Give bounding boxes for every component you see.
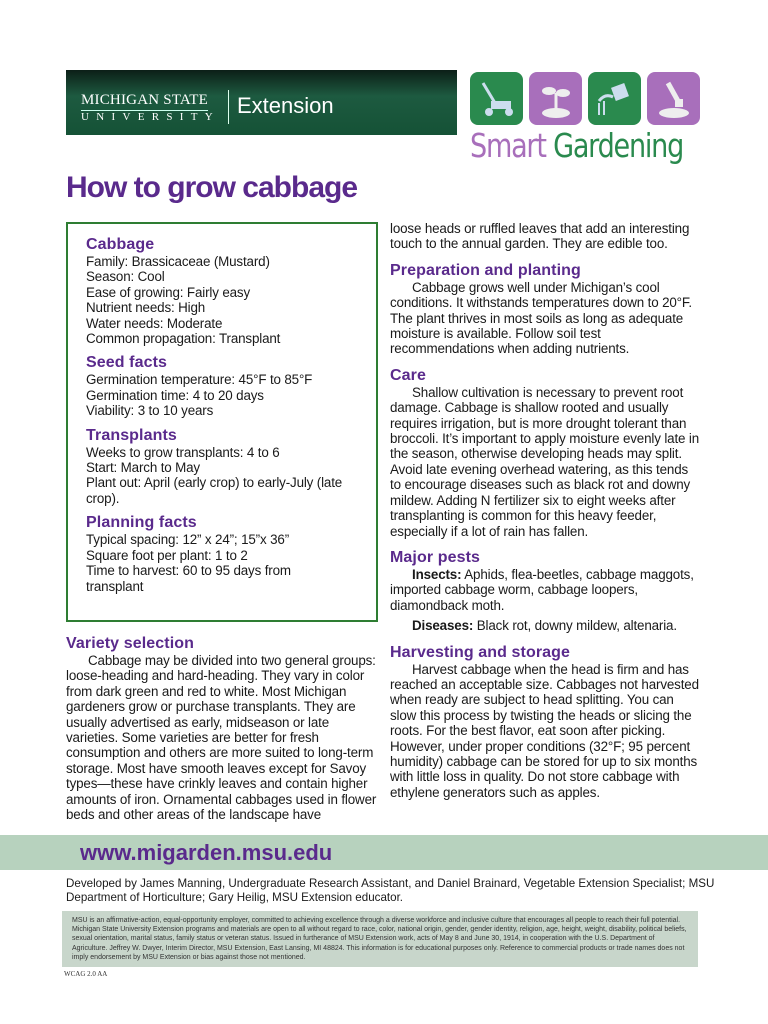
extension-label: Extension bbox=[237, 93, 334, 118]
fact-line: Start: March to May bbox=[86, 460, 200, 476]
seedling-icon bbox=[529, 72, 582, 125]
divider bbox=[228, 90, 229, 124]
fact-line: Viability: 3 to 10 years bbox=[86, 403, 214, 419]
fact-box bbox=[66, 222, 378, 622]
variety-text: Cabbage may be divided into two general groups: loose-heading and hard-heading. They vary in color from dark green and red to white. Most Michigan gardeners grow or purchase transplants. They are usually advertised as early, midseason or late varieties. Some varieties are better for fresh consumption and others are more suited to long-term storage. Most have smooth leaves except for Savoy types—these have crinkly leaves and contain higher amounts of iron. Ornamental cabbages used in flower beds and other areas of the landscape have bbox=[66, 653, 377, 823]
website-link[interactable]: www.migarden.msu.edu bbox=[80, 840, 333, 865]
fact-line: Plant out: April (early crop) to early-July (late crop). bbox=[86, 475, 343, 506]
msu-wordmark-line1: MICHIGAN STATE bbox=[81, 92, 208, 111]
smart-gardening-logo bbox=[470, 72, 702, 170]
msu-wordmark-line2: UNIVERSITY bbox=[81, 111, 220, 123]
fact-line: Typical spacing: 12” x 24”; 15”x 36” bbox=[86, 532, 289, 548]
seed-facts-heading: Seed facts bbox=[86, 354, 168, 372]
variety-section bbox=[66, 635, 380, 822]
fact-line: Nutrient needs: High bbox=[86, 300, 206, 316]
fact-line: Family: Brassicaceae (Mustard) bbox=[86, 254, 270, 269]
msu-extension-banner bbox=[66, 70, 457, 135]
continued-text: loose heads or ruffled leaves that add an interesting touch to the annual garden. They are edible too. bbox=[390, 221, 690, 252]
lawnmower-icon bbox=[470, 72, 523, 125]
care-text: Shallow cultivation is necessary to prevent root damage. Cabbage is shallow rooted and usually requires irrigation, but is more drought tolerant than broccoli. It’s important to apply moisture evenly late in the season, otherwise developing heads may split. Avoid late evening overhead watering, as this tends to encourage diseases such as black rot and downy mildew. Adding N fertilizer six to eight weeks after transplanting is common for this heavy feeder, especially if a lot of rain has fallen. bbox=[390, 384, 700, 539]
legal-notice: MSU is an affirmative-action, equal-opportunity employer, committed to achieving excellence through a diverse workforce and inclusive culture that encourages all people to reach their full potential. Michigan State University Extension programs and materials are open to all without regard to race, color, national origin, gender, gender identity, religion, age, height, weight, disability, political beliefs, sexual orientation, marital status, family status or veteran status. Issued in furtherance of MSU Extension work, acts of May 8 and June 30, 1914, in cooperation with the U.S. Department of Agriculture. Jeffrey W. Dwyer, Interim Director, MSU Extension, East Lansing, MI 48824. This information is for educational purposes only. Reference to commercial products or trade names does not imply endorsement by MSU Extension or bias against those not mentioned. bbox=[62, 911, 698, 967]
care-heading: Care bbox=[390, 366, 426, 384]
pests-heading: Major pests bbox=[390, 548, 481, 566]
variety-heading: Variety selection bbox=[66, 635, 194, 652]
smart-gardening-wordmark: Smart Gardening bbox=[470, 126, 684, 165]
planning-facts-heading: Planning facts bbox=[86, 514, 197, 532]
harvest-heading: Harvesting and storage bbox=[390, 643, 571, 661]
credits: Developed by James Manning, Undergraduate Research Assistant, and Daniel Brainard, Vegetable Extension Specialist; MSU Department of Horticulture; Gary Heilig, MSU Extension educator. bbox=[66, 877, 715, 904]
transplants-heading: Transplants bbox=[86, 426, 177, 444]
fact-line: Square foot per plant: 1 to 2 bbox=[86, 547, 248, 563]
diseases-text: Diseases: Black rot, downy mildew, altenaria. bbox=[412, 618, 677, 634]
page-title: How to grow cabbage bbox=[66, 171, 358, 204]
fact-line: Season: Cool bbox=[86, 269, 165, 285]
preparation-heading: Preparation and planting bbox=[390, 261, 581, 279]
fact-line: Time to harvest: 60 to 95 days from transplant bbox=[86, 563, 291, 594]
preparation-text: Cabbage grows well under Michigan’s cool conditions. It withstands temperatures down to 20°F. The plant thrives in most soils as long as adequate moisture is available. Follow soil test recommendations when adding nutrients. bbox=[390, 279, 692, 357]
wcag-label: WCAG 2.0 AA bbox=[64, 970, 108, 978]
insects-text: Insects: Aphids, flea-beetles, cabbage maggots, imported cabbage worm, cabbage loopers, diamondback moth. bbox=[390, 566, 694, 613]
harvest-text: Harvest cabbage when the head is firm and has reached an acceptable size. Cabbages not harvested when ready are subject to head splitting. You can slow this process by twisting the heads or slicing the roots. For the best flavor, eat soon after picking. However, under proper conditions (32°F; 95 percent humidity) cabbage can be stored for up to six months with little loss in quality. Do not store cabbage with ethylene generators such as apples. bbox=[390, 661, 699, 800]
cabbage-facts bbox=[86, 254, 376, 346]
fact-line: Common propagation: Transplant bbox=[86, 331, 281, 347]
fact-line: Germination temperature: 45°F to 85°F bbox=[86, 372, 313, 388]
fact-line: Weeks to grow transplants: 4 to 6 bbox=[86, 444, 280, 460]
right-column bbox=[390, 221, 702, 800]
fact-line: Water needs: Moderate bbox=[86, 315, 223, 331]
watering-can-icon bbox=[588, 72, 641, 125]
fact-line: Germination time: 4 to 20 days bbox=[86, 387, 264, 403]
cabbage-heading: Cabbage bbox=[86, 236, 155, 253]
trowel-icon bbox=[647, 72, 700, 125]
fact-line: Ease of growing: Fairly easy bbox=[86, 284, 251, 300]
